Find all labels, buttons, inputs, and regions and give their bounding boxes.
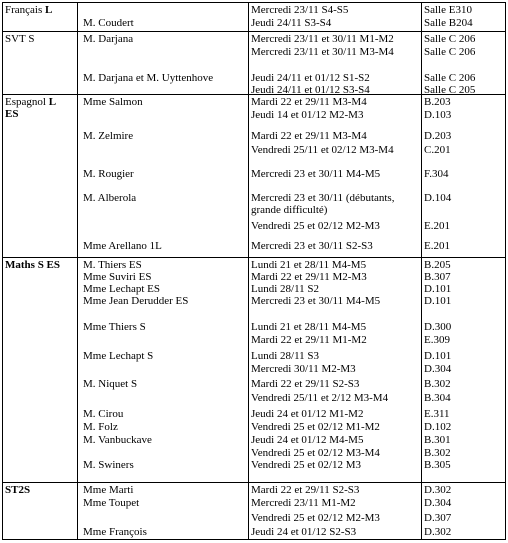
timeslot-text: Lundi 28/11 S3 xyxy=(251,350,320,363)
teacher-name: Mme Toupet xyxy=(83,496,140,509)
timeslot-text: Mardi 22 et 29/11 M2-M3 xyxy=(251,271,367,284)
teacher-cell xyxy=(78,3,249,32)
room-text: D.102 xyxy=(424,421,452,434)
subject-label xyxy=(5,484,77,496)
room-cell xyxy=(422,32,506,95)
timeslot-text: Vendredi 25 et 02/12 M2-M3 xyxy=(251,220,380,233)
timeslot-text: Mardi 22 et 29/11 M3-M4 xyxy=(251,96,367,109)
timeslot-text: Mercredi 23 et 30/11 M4-M5 xyxy=(251,295,381,308)
room-cell xyxy=(422,482,506,539)
timeslot-text: Vendredi 25 et 02/12 M2-M3 xyxy=(251,511,380,524)
timeslot-text: Mercredi 23/11 S4-S5 xyxy=(251,4,349,16)
timeslot-text: Mardi 22 et 29/11 S2-S3 xyxy=(251,378,360,391)
teacher-cell xyxy=(78,258,249,482)
room-text: Salle C 205 xyxy=(424,84,476,95)
room-text: E.201 xyxy=(424,220,450,233)
subject-label xyxy=(5,259,77,271)
room-text: D.104 xyxy=(424,192,452,205)
room-text: B.302 xyxy=(424,447,451,460)
timeslot-text: Mercredi 23/11 et 30/11 M1-M2 xyxy=(251,33,394,46)
teacher-name: M. Folz xyxy=(83,421,118,434)
teacher-name: M. Niquet S xyxy=(83,378,138,391)
room-cell xyxy=(422,3,506,32)
room-text: B.205 xyxy=(424,259,451,272)
room-text: D.101 xyxy=(424,283,452,296)
timeslot-text: Jeudi 14 et 01/12 M2-M3 xyxy=(251,109,364,122)
timeslot-cell xyxy=(249,258,422,482)
section-row xyxy=(3,482,506,539)
room-text: D.103 xyxy=(424,109,452,122)
room-cell xyxy=(422,95,506,258)
room-text: F.304 xyxy=(424,168,449,181)
timeslot-text: Vendredi 25 et 02/12 M3 xyxy=(251,459,361,472)
room-text: D.304 xyxy=(424,363,452,376)
teacher-name: M. Swiners xyxy=(83,459,134,472)
teacher-name: M. Darjana xyxy=(83,33,134,46)
room-text: B.304 xyxy=(424,392,451,405)
room-text: D.304 xyxy=(424,496,452,509)
timeslot-text: Vendredi 25 et 02/12 M1-M2 xyxy=(251,421,380,434)
timeslot-text: grande difficulté) xyxy=(251,204,328,217)
room-text: D.307 xyxy=(424,511,452,524)
subject-cell xyxy=(3,32,78,95)
teacher-name: Mme Lechapt ES xyxy=(83,283,160,296)
teacher-name: M. Darjana et M. Uyttenhove xyxy=(83,72,214,85)
timeslot-text: Mercredi 30/11 M2-M3 xyxy=(251,363,356,376)
subject-cell xyxy=(3,3,78,32)
subject-cell xyxy=(3,482,78,539)
schedule-table xyxy=(2,2,506,540)
teacher-name: M. Vanbuckave xyxy=(83,434,152,447)
teacher-cell xyxy=(78,482,249,539)
timeslot-text: Lundi 21 et 28/11 M4-M5 xyxy=(251,259,367,272)
room-text: E.311 xyxy=(424,408,450,421)
section-row xyxy=(3,32,506,95)
teacher-name: M. Rougier xyxy=(83,168,134,181)
room-text: B.307 xyxy=(424,271,451,284)
subject-label xyxy=(5,33,77,45)
teacher-name: Mme Suviri ES xyxy=(83,271,152,284)
teacher-cell xyxy=(78,95,249,258)
timeslot-cell xyxy=(249,32,422,95)
room-text: Salle C 206 xyxy=(424,33,476,46)
timeslot-text: Mercredi 23 et 30/11 (débutants, xyxy=(251,192,395,205)
timeslot-text: Mercredi 23/11 et 30/11 M3-M4 xyxy=(251,46,394,59)
room-text: D.302 xyxy=(424,483,452,496)
subject-label xyxy=(5,4,77,16)
teacher-name: Mme Arellano 1L xyxy=(83,240,162,253)
teacher-name: Mme Jean Derudder ES xyxy=(83,295,189,308)
timeslot-text: Jeudi 24/11 et 01/12 S1-S2 xyxy=(251,72,370,85)
timeslot-text: Jeudi 24/11 S3-S4 xyxy=(251,17,332,29)
subject-part: L xyxy=(45,4,53,16)
subject-label-line2 xyxy=(5,108,77,120)
timeslot-text: Mardi 22 et 29/11 M1-M2 xyxy=(251,334,367,347)
teacher-name: M. Coudert xyxy=(83,17,134,29)
room-text: E.201 xyxy=(424,240,450,253)
room-text: Salle E310 xyxy=(424,4,472,16)
room-text: B.301 xyxy=(424,434,451,447)
room-text: Salle C 206 xyxy=(424,46,476,59)
room-text: C.201 xyxy=(424,144,451,157)
section-row xyxy=(3,258,506,482)
room-text: D.300 xyxy=(424,321,452,334)
teacher-name: Mme Thiers S xyxy=(83,321,146,334)
subject-cell xyxy=(3,258,78,482)
teacher-name: M. Thiers ES xyxy=(83,259,142,272)
room-text: E.309 xyxy=(424,334,450,347)
room-text: B.305 xyxy=(424,459,451,472)
subject-part: SVT S xyxy=(5,33,35,46)
room-text: Salle C 206 xyxy=(424,72,476,85)
subject-part: ES xyxy=(5,108,19,121)
timeslot-cell xyxy=(249,95,422,258)
subject-part: Maths S ES xyxy=(5,259,61,272)
room-text: B.203 xyxy=(424,96,451,109)
timeslot-text: Mardi 22 et 29/11 M3-M4 xyxy=(251,130,367,143)
timeslot-cell xyxy=(249,482,422,539)
timeslot-text: Mardi 22 et 29/11 S2-S3 xyxy=(251,483,360,496)
teacher-name: Mme Marti xyxy=(83,483,134,496)
section-row xyxy=(3,3,506,32)
timeslot-text: Lundi 28/11 S2 xyxy=(251,283,320,296)
room-text: B.302 xyxy=(424,378,451,391)
teacher-name: M. Zelmire xyxy=(83,130,134,143)
teacher-name: M. Alberola xyxy=(83,192,137,205)
subject-part: Français xyxy=(5,4,46,16)
teacher-name: Mme Lechapt S xyxy=(83,350,154,363)
teacher-cell xyxy=(78,32,249,95)
subject-label xyxy=(5,96,77,108)
room-text: D.101 xyxy=(424,350,452,363)
timeslot-text: Vendredi 25/11 et 02/12 M3-M4 xyxy=(251,144,394,157)
timeslot-cell xyxy=(249,3,422,32)
room-text: D.203 xyxy=(424,130,452,143)
room-cell xyxy=(422,258,506,482)
section-row xyxy=(3,95,506,258)
timeslot-text: Jeudi 24 et 01/12 M1-M2 xyxy=(251,408,364,421)
teacher-name: Mme François xyxy=(83,525,147,538)
timeslot-text: Mercredi 23 et 30/11 M4-M5 xyxy=(251,168,381,181)
timeslot-text: Lundi 21 et 28/11 M4-M5 xyxy=(251,321,367,334)
teacher-name: Mme Salmon xyxy=(83,96,143,109)
timeslot-text: Jeudi 24 et 01/12 M4-M5 xyxy=(251,434,364,447)
subject-cell xyxy=(3,95,78,258)
subject-part: Espagnol xyxy=(5,96,49,109)
subject-part: L xyxy=(48,96,57,109)
timeslot-text: Vendredi 25/11 et 2/12 M3-M4 xyxy=(251,392,389,405)
room-text: D.302 xyxy=(424,525,452,538)
timeslot-text: Jeudi 24 et 01/12 S2-S3 xyxy=(251,525,357,538)
timeslot-text: Mercredi 23/11 M1-M2 xyxy=(251,496,356,509)
timeslot-text: Vendredi 25 et 02/12 M3-M4 xyxy=(251,447,380,460)
timeslot-text: Mercredi 23 et 30/11 S2-S3 xyxy=(251,240,373,253)
timeslot-text: Jeudi 24/11 et 01/12 S3-S4 xyxy=(251,84,370,95)
room-text: Salle B204 xyxy=(424,17,473,29)
room-text: D.101 xyxy=(424,295,452,308)
schedule-body xyxy=(3,3,506,540)
subject-part: ST2S xyxy=(5,483,31,496)
teacher-name: M. Cirou xyxy=(83,408,124,421)
